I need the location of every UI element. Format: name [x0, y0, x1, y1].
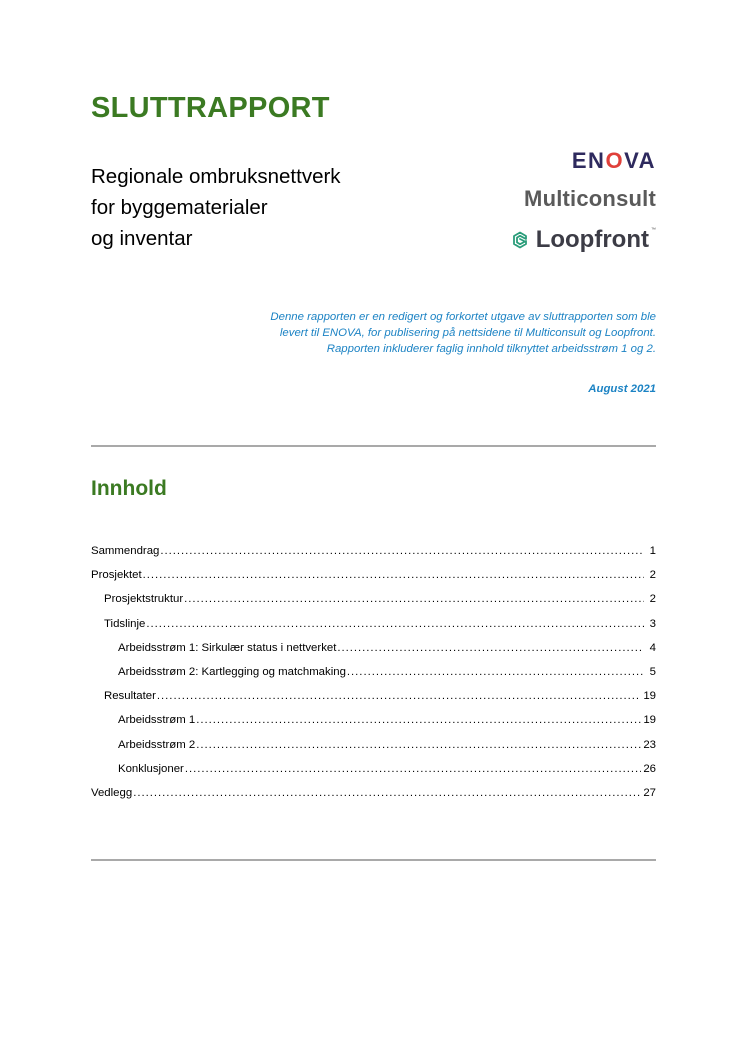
- toc-leader-dots: [196, 736, 641, 754]
- toc-leader-dots: [133, 784, 641, 802]
- toc-entry-page: 19: [643, 690, 656, 703]
- toc-leader-dots: [185, 760, 641, 778]
- toc-entry-page: 23: [643, 738, 656, 751]
- toc-entry-label: Prosjektet: [91, 566, 143, 584]
- toc-entry-label: Prosjektstruktur: [104, 590, 184, 608]
- toc-entry-page: 5: [649, 665, 656, 678]
- toc-entry-page: 2: [649, 569, 656, 582]
- report-note: [136, 309, 656, 357]
- toc-entry-label: Arbeidsstrøm 1: [118, 711, 196, 729]
- note-line: Rapporten inkluderer faglig innhold tilknyttet arbeidsstrøm 1 og 2.: [326, 343, 656, 355]
- toc-leader-dots: [160, 542, 644, 560]
- multiconsult-logo-text: Multiconsult: [524, 186, 656, 211]
- enova-logo-accent: O: [605, 148, 625, 173]
- note-line: Denne rapporten er en redigert og forkortet utgave av sluttrapporten som ble: [270, 311, 656, 323]
- loopfront-mark-icon: [510, 230, 530, 250]
- toc-leader-dots: [143, 566, 644, 584]
- report-date: August 2021: [588, 383, 656, 395]
- toc-entry-label: Resultater: [104, 687, 157, 705]
- enova-logo: [572, 148, 656, 174]
- toc-entry-page: 1: [649, 545, 656, 557]
- toc-entry[interactable]: [91, 542, 656, 566]
- note-line: levert til ENOVA, for publisering på nettsidene til Multiconsult og Loopfront.: [279, 327, 656, 339]
- toc-entry-label: Sammendrag: [91, 542, 160, 560]
- toc-entry-page: 2: [649, 593, 656, 606]
- toc-entry-page: 26: [643, 762, 656, 775]
- toc-entry[interactable]: [91, 663, 656, 687]
- toc-entry-page: 27: [643, 786, 656, 799]
- toc-entry[interactable]: [91, 590, 656, 614]
- toc-leader-dots: [184, 590, 644, 608]
- toc-entry-label: Arbeidsstrøm 2: Kartlegging og matchmaking: [118, 663, 347, 681]
- subtitle-line: Regionale ombruksnettverk: [91, 165, 341, 188]
- divider-bottom: [91, 859, 656, 861]
- loopfront-logo: [510, 225, 656, 255]
- trademark-symbol: ™: [651, 227, 656, 233]
- table-of-contents: [91, 542, 656, 808]
- toc-entry-label: Arbeidsstrøm 2: [118, 736, 196, 754]
- report-subtitle: [91, 161, 341, 254]
- enova-logo-text: ENOVA: [571, 148, 656, 173]
- toc-entry[interactable]: [91, 615, 656, 639]
- divider-top: [91, 445, 656, 447]
- toc-entry[interactable]: [91, 711, 656, 735]
- toc-entry-label: Konklusjoner: [118, 760, 185, 778]
- toc-entry-label: Tidslinje: [104, 615, 146, 633]
- toc-entry-label: Arbeidsstrøm 1: Sirkulær status i nettverket: [118, 639, 337, 657]
- subtitle-line: og inventar: [91, 227, 193, 250]
- toc-entry[interactable]: [91, 736, 656, 760]
- toc-leader-dots: [157, 687, 641, 705]
- toc-entry[interactable]: [91, 639, 656, 663]
- toc-heading: Innhold: [91, 477, 167, 500]
- toc-leader-dots: [337, 639, 644, 657]
- multiconsult-logo: [524, 186, 656, 212]
- toc-leader-dots: [146, 615, 644, 633]
- toc-entry[interactable]: [91, 784, 656, 808]
- toc-leader-dots: [196, 711, 641, 729]
- report-title: SLUTTRAPPORT: [91, 92, 330, 124]
- toc-entry[interactable]: [91, 760, 656, 784]
- subtitle-line: for byggematerialer: [91, 196, 268, 219]
- toc-entry[interactable]: [91, 687, 656, 711]
- toc-entry-page: 19: [643, 714, 656, 727]
- toc-leader-dots: [347, 663, 644, 681]
- toc-entry[interactable]: [91, 566, 656, 590]
- toc-entry-page: 4: [649, 641, 656, 654]
- toc-entry-label: Vedlegg: [91, 784, 133, 802]
- loopfront-logo-text: Loopfront: [535, 226, 649, 253]
- partner-logos: [470, 145, 656, 263]
- toc-entry-page: 3: [649, 617, 656, 630]
